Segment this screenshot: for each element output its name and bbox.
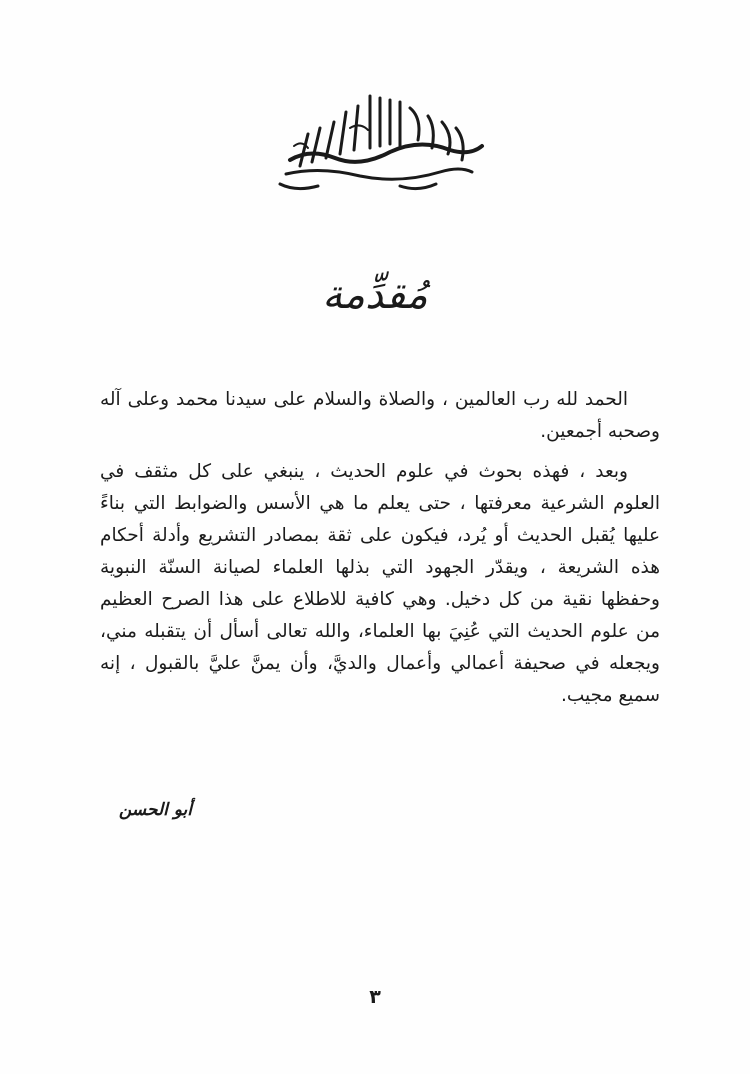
author-signature: أبو الحسن: [118, 800, 192, 820]
paragraph: وبعد ، فهذه بحوث في علوم الحديث ، ينبغي على كل مثقف في العلوم الشرعية معرفتها ، حتى يعلم ما هي الأسس والضوابط التي بناءً عليها يُقبل الحديث أو يُرد، فيكون على ثقة بمصادر التشريع وأدلة أحكام هذه الشريعة ، ويقدّر الجهود التي بذلها العلماء لصيانة السنّة النبوية وحفظها نقية من كل دخيل. وهي كافية للاطلاع على هذا الصرح العظيم من علوم الحديث التي عُنِيَ بها العلماء، والله تعالى أسأل أن يتقبله مني، ويجعله في صحيفة أعمالي وأعمال والديَّ، وأن يمنَّ عليَّ بالقبول ، إنه سميع مجيب.: [100, 461, 660, 706]
basmala-calligraphy: [250, 88, 500, 198]
page-title: مُقدِّمة: [322, 272, 428, 318]
paragraph: الحمد لله رب العالمين ، والصلاة والسلام على سيدنا محمد وعلى آله وصحبه أجمعين.: [100, 389, 660, 442]
introduction-body: [100, 384, 660, 712]
page-number: ٣: [369, 986, 381, 1008]
